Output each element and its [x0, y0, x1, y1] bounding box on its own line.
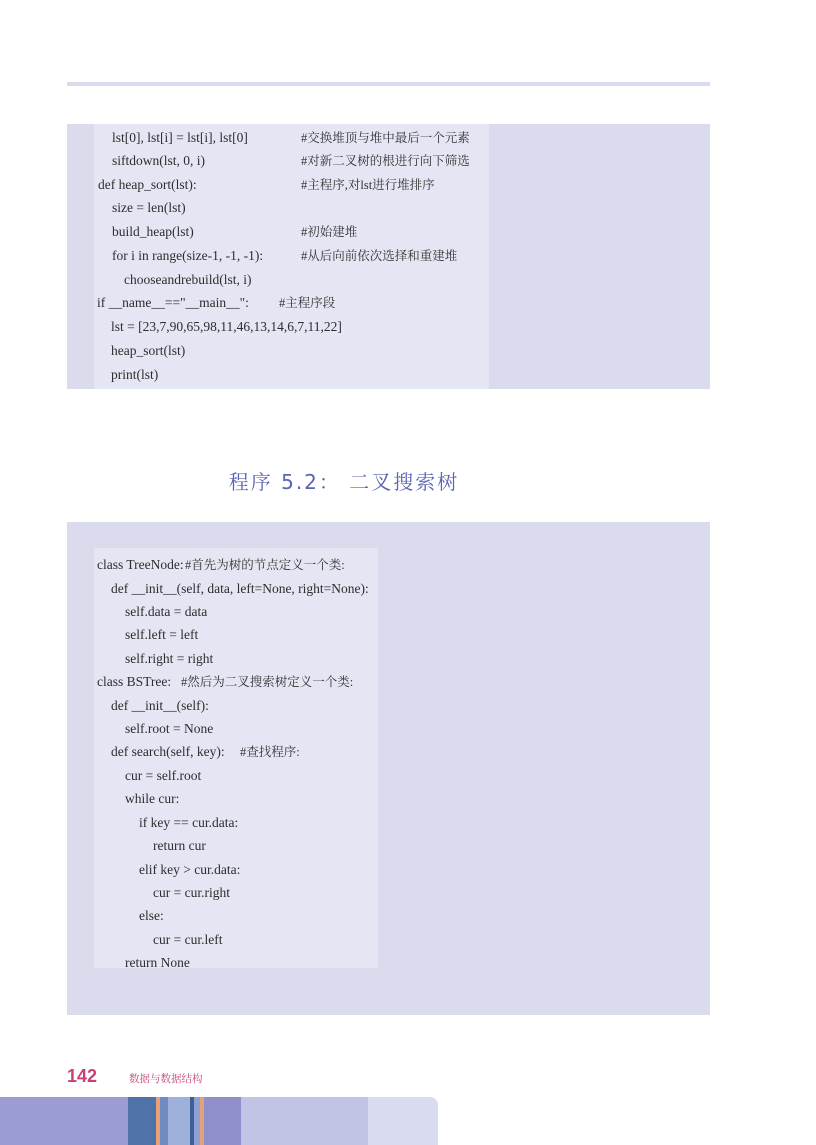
code-line: print(lst)	[111, 367, 159, 382]
code-line: elif key > cur.data:	[139, 862, 241, 877]
footer-band	[160, 1097, 168, 1145]
section-heading: 程序 5.2： 二叉搜索树	[228, 470, 460, 494]
code-line: cur = cur.left	[153, 932, 223, 947]
code-line: def __init__(self, data, left=None, right=None):	[111, 581, 369, 596]
footer-band	[241, 1097, 368, 1145]
code-line: heap_sort(lst)	[111, 343, 186, 358]
code-line: for i in range(size-1, -1, -1):	[112, 248, 264, 263]
code-line: if key == cur.data:	[139, 815, 239, 830]
code-line: self.data = data	[125, 604, 208, 619]
code-comment: #从后向前依次选择和重建堆	[301, 249, 458, 263]
code-comment: #对新二叉树的根进行向下筛选	[301, 154, 470, 168]
footer-band	[128, 1097, 156, 1145]
code-comment: #主程序,对lst进行堆排序	[301, 178, 435, 192]
code-block-heap-sort	[67, 124, 710, 389]
footer-band	[168, 1097, 190, 1145]
code-line: build_heap(lst)	[112, 224, 194, 239]
code-line: siftdown(lst, 0, i)	[112, 153, 205, 168]
footer-band	[368, 1097, 438, 1145]
footer-band	[204, 1097, 241, 1145]
code-comment: #首先为树的节点定义一个类:	[185, 558, 345, 572]
code-line: def heap_sort(lst):	[98, 177, 197, 192]
code-line: def __init__(self):	[111, 698, 209, 713]
code-comment: #初始建堆	[301, 225, 358, 239]
code-comment: #交换堆顶与堆中最后一个元素	[301, 131, 470, 145]
code-line: return None	[125, 955, 190, 970]
page-number: 142	[67, 1066, 98, 1086]
code-line: self.root = None	[125, 721, 214, 736]
code-line: self.right = right	[125, 651, 214, 666]
code-line: cur = self.root	[125, 768, 202, 783]
code-line: else:	[139, 908, 164, 923]
code-comment: #然后为二叉搜索树定义一个类:	[181, 675, 354, 689]
code-line: lst[0], lst[i] = lst[i], lst[0]	[112, 130, 248, 145]
code-line: return cur	[153, 838, 206, 853]
top-divider	[67, 82, 710, 86]
footer-band	[0, 1097, 128, 1145]
code-line: def search(self, key):	[111, 744, 225, 759]
code-block-bstree	[67, 522, 710, 1015]
code-comment: #主程序段	[279, 296, 336, 310]
code-line: self.left = left	[125, 627, 199, 642]
code-line: chooseandrebuild(lst, i)	[124, 272, 252, 287]
code-comment: #查找程序:	[240, 745, 300, 759]
code-line: lst = [23,7,90,65,98,11,46,13,14,6,7,11,22]	[111, 319, 342, 334]
code-line: class BSTree:	[97, 674, 172, 689]
code-line: while cur:	[125, 791, 180, 806]
code-line: size = len(lst)	[112, 200, 186, 215]
code-line: class TreeNode:	[97, 557, 184, 572]
book-title: 数据与数据结构	[129, 1073, 203, 1085]
code-line: if __name__=="__main__":	[97, 295, 249, 310]
code-line: cur = cur.right	[153, 885, 230, 900]
